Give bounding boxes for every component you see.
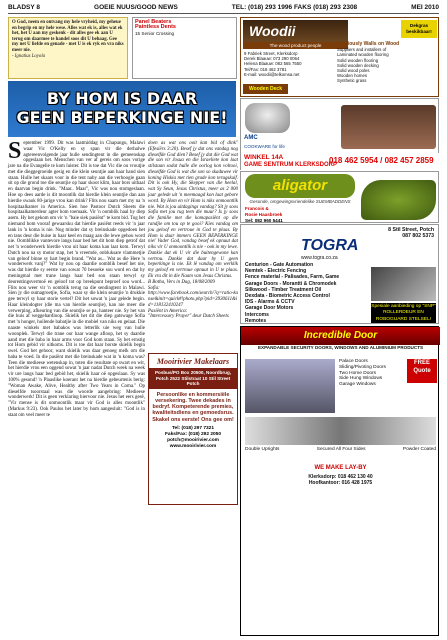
togra-service: Centurion - Gate Automation — [245, 262, 314, 268]
quote-author: - Ignatius Loyola — [12, 53, 46, 59]
issue-date: MEI 2010 — [411, 4, 439, 11]
source-sofia-link[interactable]: http://www.facebook.com/search/?q=ratio-kanse&init=quick#!photo.php?pid=3930611&id=118132410247 — [148, 291, 238, 308]
aligator-ad — [240, 171, 439, 223]
article-text-1: eptember 1999. Dit was laatmiddag in Chapungu, Malawi waar Vic O'Kelly en sy span vir die derhalwe agtereenvolgende jaar hulle sendingtent in die gemeenskap opgeslaan het. Menschen van ver af gereis om soos vorige jare na die Evangelie te kom luister. Dit is toe dat Vic die ou vroutjie met die dieggegroeide gesig en die klein seuntjie aan haar hand sien staan. Hulle het skaars voor in die tent naby aan die verhoogie gaan sit op die grond toe die seuntjie op haar skoot klim, haar bors uithaal en daarvan begin drink. "Maar.. Maar", Vic was nou stomgeslaan. Hoe op dees aarde is dit moontlik dat hierdie klein seuntjie dan aan hierdie swaok 80-jarige vrou kan drink? Flits nou saam met my na 'n hospitaalkamer in America. Sien hoe Pastoor Dutch Sheets die hospitaalkamerdeur agter hom toemaak. Vir 'n oomblik haal hy diep asem. Hy het gekom om vir 'n "baie siek pasiënt" te kom bid. Tog het niemand hom vooraf gewaarsku dat hierdie pasiënt reeds vir 'n jaar lank in 'n koma is nie. Nog minder dat sy breinskade opgedoen het en tans deur die buise in haar keel en maag aan die lewe gehou word nie. Oomblikke vantevore langs haar bed het dit hom diep getrof dat net 'n wonderwerk hierdie vrou uit haar koma kan laat kom. Terwyl Dutch nou na sy motor stap, het 'n vreemde, onbluksare vlammetjie van geloof binne sy hart begin brand. "Wat as... Wat as die Here 'n wonderwerk vanj?" Wat hy nou op daardie oomblik besef het nie, was dat hierdie sy eerste van sowat 70 besoeke sou word en dat hy meningmal met trane langs haar bed sou staan terwyl sy deurentingsvermoë en geloof tot op breekpunt beproef sou word... Flits nou weer vir 'n oomblik terug na die sendingtent in Malawi. Sien jy die oumagroetjie, Sofia, waar sy die klein seuntjie 'n drukkie gee terwyl sy haar storie vertel? Dit het sowat 'n jaar gelede begin. Haar kleindogter (die ma van hierdie seuntjie), kan nie meer die verwerping, afkeuring van die seuntjie se pa, hanteer nie. Sy het van die huis af weggehardloop. Skielik het dit die diep gatswage Sofia met 'n honger, huilende babatjie in die mobiel van niks en gelaat. Die naaste winkels met babakos was letterlik uie weg van hulle woonplek. Terwyl die trane oor haar wange afloop, het sy daardie aand met die baba in haar arms voor God kom staan. Sy het ernstig tot Hom gebid vir uitkoms. Dit is toe dat haar borste skielik begin swel. God het gehoor, want skielik was daar genoeg melk om die baba te voed. In die pasiënt met die breinskade wat in 'n koma was? Teen die medieese wetenskap in, toten die resultate op swart en wit, het hierdie vrou een oggend sowat 'n jaar nadat Dutch week na week vir ure langs haar bed gebid het, skielik haar oë opgeslaan. Sy was 100% gesond! 'n Plaaslike koerant het na hierdie gebeurtenis berig: "Woman Awake, Alive, Healthy after Two Years in Coma." Op dieselfde tsoorstaal was die woorde aangebring: Medieese wonderwerk! Dit is geen verklaring hiervoor nie. Jesus het eers gesê, "Vir mense is dit onmoontlik maar vir God is alles moontlik" (Markus 9:23). Ook Paulus het later by hom aangesluit: "God is in staat om veel meer te — [8, 141, 145, 418]
woodii-list-item: Wooden homes — [337, 73, 368, 79]
mooirivier-logo: Mooirivier Makelaars — [156, 357, 230, 366]
incredible-door-features — [245, 447, 436, 453]
mooirivier-ad — [148, 353, 238, 505]
mooirivier-address: Posbus/PO Box 20500, Noordbrug, Potch 2522 Stilstraat 10 Stil Street Potch — [149, 368, 237, 389]
source-sofia-label: Sofia: — [148, 285, 160, 291]
product-item: Sliding/Pivoting Doors — [339, 364, 386, 370]
amc-shop-number: WINKEL 14A — [244, 154, 284, 161]
woodii-tagline: The wood product people — [243, 42, 348, 49]
woodii-list-item: Solid wood poles — [337, 68, 370, 74]
panel-beaters-ad — [132, 17, 237, 79]
togra-ad — [240, 224, 439, 324]
aligator-name-2: Rosie Haasbroek — [245, 211, 283, 217]
togra-street: 8 Stil Street, Potch — [388, 227, 434, 233]
togra-phone: 087 802 5373 — [402, 233, 434, 239]
woodii-address-line: Tel/Fax: 018 462 3781 — [244, 66, 287, 72]
lay-by-banner: WE MAKE LAY-BY — [245, 465, 436, 474]
house-image — [245, 359, 335, 413]
quote-text: O God, neem en ontvang my hele vryheid, my geheue en begrip en my hele wese. Alles wat ek is, alles wat ek het, het U aan my geskenk - dit alles gee ek aan U terug om daarmee te handel soos dit U behaag. Gee my net U liefde en genade - met U is ek ryk en vra niks meer nie. — [12, 20, 124, 53]
amc-logo: AMC — [244, 135, 258, 141]
drop-cap: S — [8, 138, 22, 164]
contact-numbers: TEL: (018) 293 1996 FAKS (018) 293 2308 — [231, 4, 358, 11]
togra-service: Garage Doors - Morantti & Chromodek — [245, 280, 337, 287]
feature-item: Powder Coated — [402, 447, 436, 452]
article-column-2 — [148, 141, 238, 320]
cookware-pot-image — [245, 103, 290, 133]
amc-location: GAME SENTRUM KLERKSDORP — [244, 162, 338, 168]
mooirivier-fax: Faks/Fax: (018) 292 2050 — [164, 431, 221, 437]
aligator-logo: aligator — [245, 174, 355, 198]
amc-cookware-ad — [240, 98, 439, 170]
page-header — [8, 4, 439, 14]
product-item: Side Hung Windows — [339, 376, 383, 382]
source-patient-label: Pasiënt in America: — [148, 308, 188, 314]
togra-service: Garage Door Motors — [245, 305, 294, 312]
source-patient-book: "Intercessory Prayer" deur Dutch Sheets — [148, 314, 229, 320]
headline-line-2: GEEN BEPERKINGE NIE! — [16, 108, 228, 127]
incredible-door-phones — [241, 474, 440, 486]
feature-item: Secured All Four Sides — [316, 447, 366, 452]
headline-line-1: BY HOM IS DAAR — [46, 89, 198, 108]
woodii-badge: Dekgras beskikbaar! — [401, 20, 437, 38]
page-number: BLADSY 8 — [8, 4, 41, 11]
togra-service: Dexdata - Biometric Access Control — [245, 293, 330, 300]
togra-website[interactable]: www.togra.co.za — [301, 255, 338, 261]
product-item: Two Home Doors — [339, 370, 377, 376]
woodii-logo: Woodii — [243, 20, 348, 42]
woodii-address-line: Derek Blaauw: 073 290 0064 — [244, 56, 300, 62]
panel-ad-item: 15 Senior Crossing — [135, 30, 175, 36]
amc-promo-image — [341, 105, 436, 149]
togra-service: Silkwood - Timber Treatment Oil — [245, 286, 322, 293]
togra-service: Remotes — [245, 317, 267, 324]
mooirivier-tel: Tel: (018) 297 7321 — [171, 425, 215, 431]
woodii-deck-label: Wooden Deck — [243, 84, 288, 94]
woodii-list-subtitle: Suppliers and installers of — [337, 47, 387, 53]
togra-address — [388, 227, 434, 239]
togra-logo: TOGRA — [301, 237, 359, 254]
mooirivier-body: Persoonlike en kommersiële versekering. Twee dekades in bedryf. Kompeterende premies, kwaliteitsdiens en gemoedsrus. Skakel ons eerste! Ons gee om! — [152, 391, 234, 423]
aligator-cell: Sel: 082 960 5441 — [245, 218, 283, 223]
woodii-list-item: Synthetic grass — [337, 78, 367, 84]
crocodile-image — [361, 180, 436, 220]
amc-subtitle: COOKWARE for life — [244, 144, 285, 149]
togra-special-offer: Spesiale aanbieding op "SNP" ROLLERDEUR EN ROBOGUARD STELSEL! — [371, 304, 436, 322]
woodii-list-item: Solid wooden decking — [337, 62, 379, 68]
incredible-door-subtitle: EXPANDABLE SECURITY DOORS, WINDOWS AND ALUMINIUM PRODUCTS — [257, 345, 424, 350]
publication-name: GOEIE NUUS/GOOD NEWS — [94, 4, 178, 11]
woodii-ad — [240, 17, 439, 97]
article-sign-off: B Botha, Vers in Dag, 18/08/2009 — [148, 279, 215, 285]
aligator-tagline: Gesonde, omgewingsvriendelike SUEMBADDENS — [249, 199, 351, 204]
product-item: Garage Windows — [339, 382, 376, 388]
incredible-phone-2: Hoofkantoor: 016 428 1975 — [308, 480, 373, 486]
panel-ad-item: Panel Beaters — [135, 19, 172, 25]
togra-service: Intercoms — [245, 311, 269, 318]
woodii-list-item: Laminated wooden flooring — [337, 52, 389, 58]
amc-phone: 018 462 5954 / 082 457 2859 — [329, 156, 434, 165]
article-text-2: doen as wat ons ooit kan bid of dink" (Efesiërs 3:20). Besef jy dat ons vandag nog dieselfde God dien? Besef jy dat die God wat die son vir Josua en die Israeliete kon laat stilstaan sodat hulle die oorlog kon voltooi, dieselfde God is wat die son so skaduwee vir koning Hiskia met tien grade kon terugskuif. Dit is ook Hy, die Skepper van die heelal, wat Sy Seun, Jesus Christus, meer as 2 000 jaar gelede uit 'n meemaagd kon laat gebore word. By Hom en vir Hom is niks onmoontlik nie. Wat is jou uitdagings vandag? Sit jy soos Sofia met jou rug teen die muur? Is jy soos die familie met die komapasiënt op die randjie om tou op te gooi? Kies vandag om jou geloof en vertroue in God te plaas. By Hom is daar immers GEEN BEPERKINGE nie! Vader God, vandag besef ek opnuut dat niks vir U onmoontlik is nie - ook in my lewe. Dankie dat ek U vir die buitengewone kan vertrou. Dankie dat daar by U geen beperkinge is nie. Ek lê vandag om werklik my geloof en vertroue opnuut in U te plaas. Ek vra dit in die Naam van Jesus Christus. — [148, 141, 238, 279]
mooirivier-web[interactable]: www.mooirivier.com — [169, 443, 217, 449]
woodii-address-line: Helena Blaauw: 082 565 7550 — [244, 61, 302, 67]
incredible-door-title: Incredible Door — [241, 327, 440, 345]
woodii-address — [244, 51, 334, 77]
togra-services-list — [245, 262, 365, 324]
prayer-quote-box — [8, 17, 128, 79]
togra-service: Nemtek - Electric Fencing — [245, 268, 307, 275]
incredible-phone-1: Klerksdorp: 018 462 130 40 — [308, 474, 373, 480]
woodii-list-item: Solid wooden flooring — [337, 57, 379, 63]
feature-item: Double Uprights — [245, 447, 280, 452]
gate-motor-image — [371, 267, 436, 301]
aligator-name-1: Francois & — [245, 206, 269, 211]
incredible-door-products — [339, 359, 404, 388]
aligator-contact-names — [245, 206, 315, 217]
door-gallery-image — [245, 417, 436, 445]
woodii-address-line: E-mail: woodii@telkomsa.net — [244, 71, 300, 77]
incredible-door-ad — [240, 326, 439, 636]
woodii-list-title: Previously Walls on Wood — [337, 41, 400, 47]
article-column-1 — [8, 138, 145, 636]
amc-contact-strip — [241, 153, 440, 171]
article-headline — [8, 81, 236, 137]
mooirivier-email[interactable]: potch@mooirivier.com — [167, 437, 219, 443]
free-quote-badge: FREE Quote — [407, 359, 437, 383]
togra-service: IDS - Alarms & CCTV — [245, 299, 295, 306]
woodii-product-list — [337, 42, 437, 84]
togra-service: Fence material - Palisades, Farm, Game — [245, 274, 340, 281]
panel-ad-item: Paintless Dents — [135, 24, 176, 31]
product-item: Palace Doors — [339, 359, 368, 364]
woodii-address-line: 9 Fabriek Street, Klerksdorp — [244, 51, 298, 56]
